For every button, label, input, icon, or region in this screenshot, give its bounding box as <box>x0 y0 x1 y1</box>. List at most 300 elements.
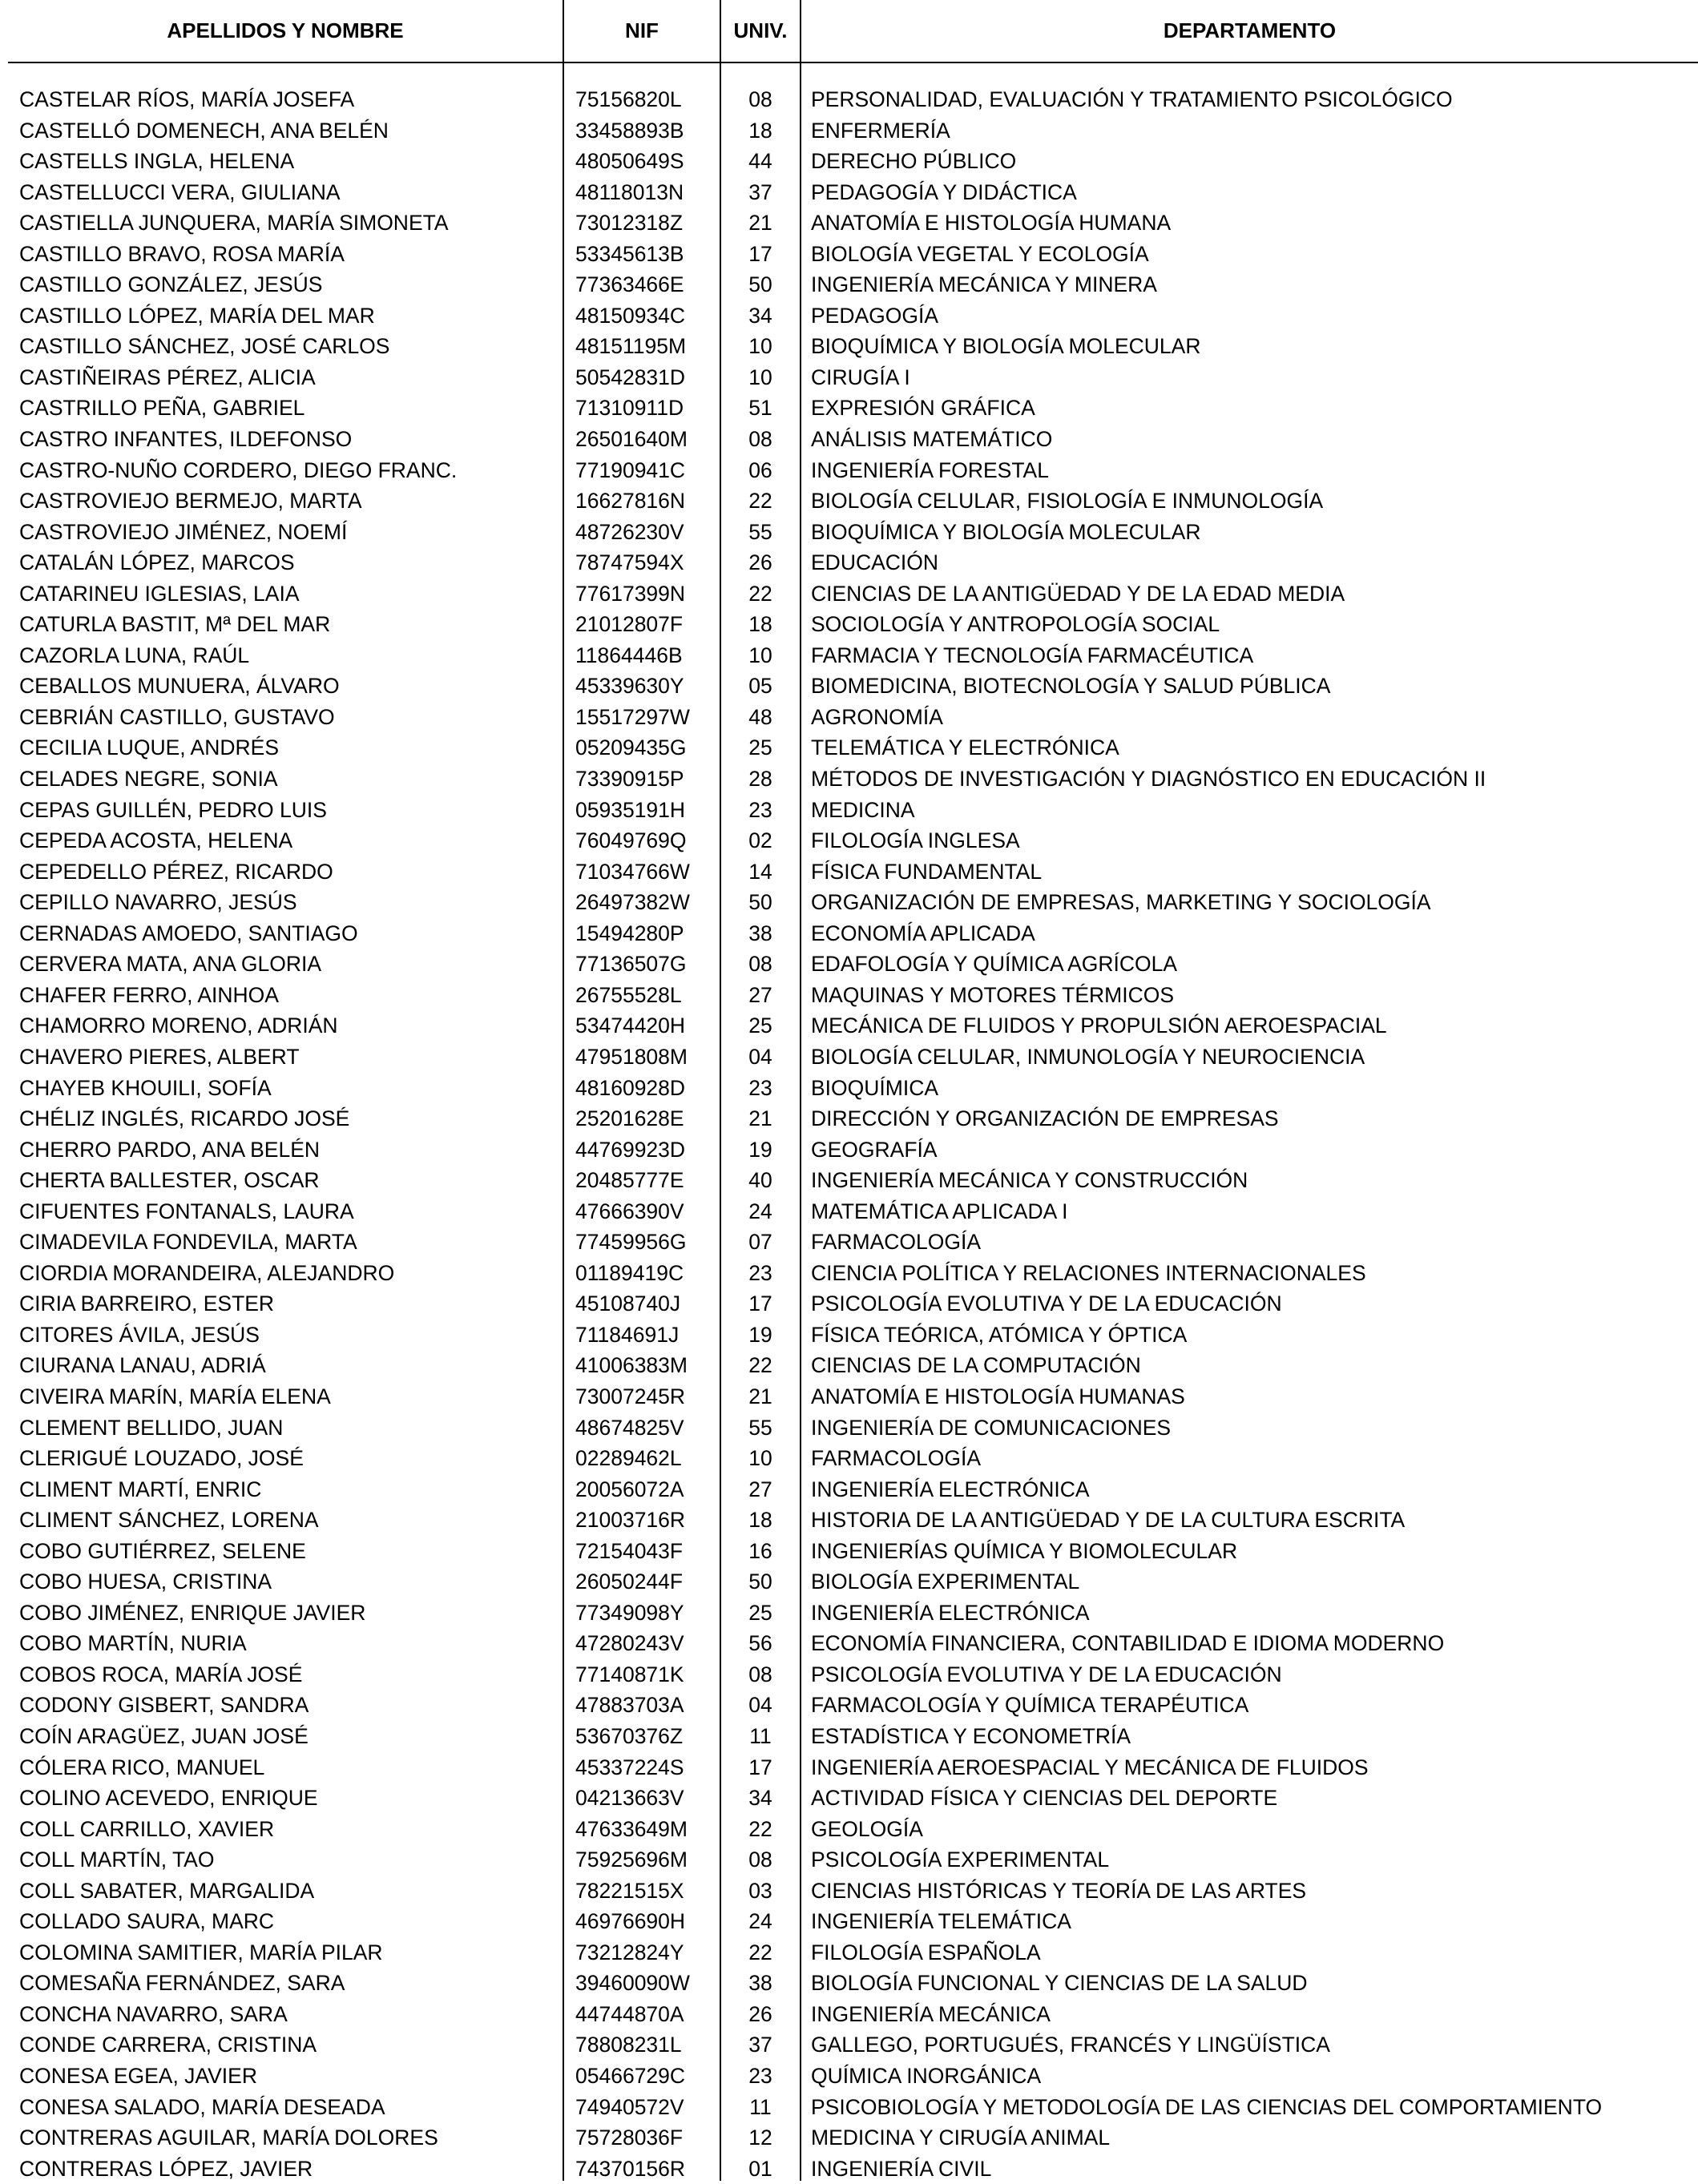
cell-nif: 16627816N <box>575 489 686 514</box>
table-row <box>8 1783 1698 1814</box>
table-row <box>8 1659 1698 1690</box>
cell-department: MATEMÁTICA APLICADA I <box>811 1199 1068 1223</box>
table-row <box>8 1381 1698 1412</box>
cell-nif: 45339630Y <box>575 674 684 699</box>
table-row <box>8 1876 1698 1907</box>
cell-univ: 22 <box>748 1816 772 1841</box>
cell-univ: 37 <box>748 2033 772 2057</box>
cell-name: CASTELAR RÍOS, MARÍA JOSEFA <box>19 87 355 111</box>
table-header <box>8 0 1698 62</box>
cell-nif: 48118013N <box>575 179 684 204</box>
cell-nif: 26497382W <box>575 890 690 915</box>
cell-department: PSICOLOGÍA EVOLUTIVA Y DE LA EDUCACIÓN <box>811 1291 1282 1316</box>
cell-department: GEOLOGÍA <box>811 1816 923 1841</box>
cell-nif: 53345613B <box>575 241 684 266</box>
cell-univ: 16 <box>748 1538 772 1563</box>
cell-name: CLIMENT SÁNCHEZ, LORENA <box>19 1508 319 1533</box>
cell-department: PEDAGOGÍA Y DIDÁCTICA <box>811 179 1077 204</box>
cell-nif: 47951808M <box>575 1044 688 1069</box>
table-row <box>8 239 1698 270</box>
cell-name: CELADES NEGRE, SONIA <box>19 767 278 792</box>
cell-nif: 47633649M <box>575 1816 688 1841</box>
cell-department: ECONOMÍA FINANCIERA, CONTABILIDAD E IDIOMA MODERNO <box>811 1631 1445 1656</box>
cell-nif: 41006383M <box>575 1353 688 1378</box>
table-row <box>8 517 1698 548</box>
cell-name: CASTIELLA JUNQUERA, MARÍA SIMONETA <box>19 211 449 236</box>
cell-univ: 03 <box>748 1878 772 1903</box>
cell-name: CASTRILLO PEÑA, GABRIEL <box>19 396 305 421</box>
cell-department: PSICOLOGÍA EVOLUTIVA Y DE LA EDUCACIÓN <box>811 1662 1282 1686</box>
cell-univ: 25 <box>748 1013 772 1038</box>
cell-department: INGENIERÍA AEROESPACIAL Y MECÁNICA DE FLUIDOS <box>811 1755 1369 1779</box>
cell-univ: 22 <box>748 489 772 514</box>
table-row <box>8 331 1698 362</box>
cell-department: INGENIERÍA FORESTAL <box>811 457 1049 482</box>
cell-univ: 26 <box>748 550 772 575</box>
table-row <box>8 1505 1698 1536</box>
cell-department: FARMACOLOGÍA Y QUÍMICA TERAPÉUTICA <box>811 1693 1249 1718</box>
cell-department: BIOQUÍMICA <box>811 1075 939 1100</box>
cell-department: CIENCIA POLÍTICA Y RELACIONES INTERNACIONALES <box>811 1260 1366 1285</box>
cell-name: CHAMORRO MORENO, ADRIÁN <box>19 1013 338 1038</box>
cell-department: BIOLOGÍA VEGETAL Y ECOLOGÍA <box>811 241 1149 266</box>
cell-name: COLOMINA SAMITIER, MARÍA PILAR <box>19 1940 383 1964</box>
table-row <box>8 269 1698 300</box>
cell-department: PSICOBIOLOGÍA Y METODOLOGÍA DE LAS CIENCIAS DEL COMPORTAMIENTO <box>811 2094 1603 2119</box>
header-univ: UNIV. <box>733 18 788 42</box>
cell-name: COBO GUTIÉRREZ, SELENE <box>19 1538 306 1563</box>
cell-nif: 20056072A <box>575 1477 684 1501</box>
table-row <box>8 578 1698 610</box>
cell-univ: 12 <box>748 2126 772 2150</box>
cell-department: MEDICINA Y CIRUGÍA ANIMAL <box>811 2126 1111 2150</box>
cell-department: EDAFOLOGÍA Y QUÍMICA AGRÍCOLA <box>811 952 1178 977</box>
cell-department: BIOQUÍMICA Y BIOLOGÍA MOLECULAR <box>811 519 1201 544</box>
cell-name: CEBALLOS MUNUERA, ÁLVARO <box>19 674 340 699</box>
cell-nif: 73012318Z <box>575 211 684 236</box>
cell-name: COBO MARTÍN, NURIA <box>19 1631 247 1656</box>
cell-nif: 05935191H <box>575 797 686 822</box>
cell-name: CEPILLO NAVARRO, JESÚS <box>19 890 297 915</box>
cell-nif: 15494280P <box>575 921 684 945</box>
cell-department: FÍSICA TEÓRICA, ATÓMICA Y ÓPTICA <box>811 1322 1188 1347</box>
cell-department: FARMACIA Y TECNOLOGÍA FARMACÉUTICA <box>811 643 1254 667</box>
cell-univ: 56 <box>748 1631 772 1656</box>
table-row <box>8 424 1698 455</box>
table-row <box>8 825 1698 856</box>
cell-department: ANATOMÍA E HISTOLOGÍA HUMANAS <box>811 1384 1185 1408</box>
cell-nif: 48160928D <box>575 1075 686 1100</box>
cell-univ: 44 <box>748 149 772 174</box>
header-divider <box>8 62 1698 63</box>
table-row <box>8 1474 1698 1505</box>
cell-univ: 34 <box>748 303 772 328</box>
cell-nif: 47883703A <box>575 1693 684 1718</box>
table-row <box>8 1042 1698 1073</box>
cell-name: COBO HUESA, CRISTINA <box>19 1569 272 1594</box>
table-row <box>8 1103 1698 1134</box>
cell-department: INGENIERÍA MECÁNICA Y CONSTRUCCIÓN <box>811 1168 1248 1193</box>
cell-name: CIFUENTES FONTANALS, LAURA <box>19 1199 354 1223</box>
table-row <box>8 732 1698 764</box>
cell-name: CIORDIA MORANDEIRA, ALEJANDRO <box>19 1260 395 1285</box>
cell-nif: 39460090W <box>575 1971 690 1996</box>
cell-univ: 17 <box>748 1291 772 1316</box>
cell-univ: 19 <box>748 1137 772 1162</box>
cell-name: CEPEDELLO PÉREZ, RICARDO <box>19 859 333 884</box>
cell-univ: 11 <box>749 1723 772 1748</box>
cell-nif: 77363466E <box>575 272 684 297</box>
cell-department: MAQUINAS Y MOTORES TÉRMICOS <box>811 982 1175 1007</box>
cell-name: CASTILLO BRAVO, ROSA MARÍA <box>19 241 345 266</box>
cell-univ: 04 <box>748 1044 772 1069</box>
cell-nif: 78808231L <box>575 2033 682 2057</box>
cell-univ: 08 <box>748 1662 772 1686</box>
cell-name: CEPEDA ACOSTA, HELENA <box>19 828 293 853</box>
cell-univ: 48 <box>748 704 772 729</box>
table-row <box>8 1844 1698 1876</box>
cell-name: CHAVERO PIERES, ALBERT <box>19 1044 300 1069</box>
cell-univ: 26 <box>748 2001 772 2026</box>
cell-name: CASTELLUCCI VERA, GIULIANA <box>19 179 341 204</box>
table-row <box>8 1010 1698 1042</box>
table-row <box>8 1906 1698 1937</box>
cell-nif: 78747594X <box>575 550 684 575</box>
table-row <box>8 1320 1698 1351</box>
cell-univ: 27 <box>748 982 772 1007</box>
table-row <box>8 1196 1698 1227</box>
document-page <box>8 0 1698 2181</box>
cell-univ: 24 <box>748 1909 772 1934</box>
table-row <box>8 671 1698 702</box>
table-row <box>8 1536 1698 1567</box>
cell-department: INGENIERÍA MECÁNICA Y MINERA <box>811 272 1157 297</box>
cell-nif: 05209435G <box>575 735 687 760</box>
cell-univ: 05 <box>748 674 772 699</box>
table-row <box>8 486 1698 517</box>
cell-name: CECILIA LUQUE, ANDRÉS <box>19 735 279 760</box>
cell-department: FARMACOLOGÍA <box>811 1446 982 1471</box>
cell-univ: 25 <box>748 735 772 760</box>
cell-univ: 18 <box>748 118 772 143</box>
cell-univ: 10 <box>748 365 772 389</box>
cell-univ: 25 <box>748 1600 772 1625</box>
cell-univ: 17 <box>748 241 772 266</box>
table-row <box>8 764 1698 795</box>
cell-department: ANATOMÍA E HISTOLOGÍA HUMANA <box>811 211 1172 236</box>
cell-name: CERVERA MATA, ANA GLORIA <box>19 952 322 977</box>
cell-department: BIOQUÍMICA Y BIOLOGÍA MOLECULAR <box>811 334 1201 359</box>
cell-name: COBO JIMÉNEZ, ENRIQUE JAVIER <box>19 1600 366 1625</box>
cell-name: CASTROVIEJO JIMÉNEZ, NOEMÍ <box>19 519 348 544</box>
cell-nif: 48726230V <box>575 519 684 544</box>
table-row <box>8 2154 1698 2184</box>
table-row <box>8 1412 1698 1444</box>
cell-department: INGENIERÍA ELECTRÓNICA <box>811 1477 1090 1501</box>
cell-department: BIOLOGÍA EXPERIMENTAL <box>811 1569 1080 1594</box>
cell-nif: 75925696M <box>575 1848 688 1872</box>
cell-name: CONTRERAS LÓPEZ, JAVIER <box>19 2156 313 2181</box>
cell-name: CIURANA LANAU, ADRIÁ <box>19 1353 266 1378</box>
cell-nif: 45108740J <box>575 1291 681 1316</box>
cell-name: CEBRIÁN CASTILLO, GUSTAVO <box>19 704 335 729</box>
cell-nif: 77140871K <box>575 1662 684 1686</box>
table-row <box>8 455 1698 486</box>
table-body <box>8 84 1698 2184</box>
cell-department: ANÁLISIS MATEMÁTICO <box>811 427 1053 452</box>
cell-department: TELEMÁTICA Y ELECTRÓNICA <box>811 735 1119 760</box>
cell-nif: 48050649S <box>575 149 684 174</box>
cell-name: CLERIGUÉ LOUZADO, JOSÉ <box>19 1446 304 1471</box>
table-row <box>8 1752 1698 1783</box>
cell-nif: 01189419C <box>575 1260 684 1285</box>
cell-nif: 75728036F <box>575 2126 684 2150</box>
cell-univ: 51 <box>748 396 772 421</box>
cell-univ: 55 <box>748 1415 772 1440</box>
cell-nif: 76049769Q <box>575 828 687 853</box>
table-row <box>8 1073 1698 1104</box>
cell-univ: 23 <box>748 1260 772 1285</box>
cell-univ: 55 <box>748 519 772 544</box>
cell-department: FÍSICA FUNDAMENTAL <box>811 859 1043 884</box>
cell-univ: 23 <box>748 1075 772 1100</box>
cell-department: INGENIERÍA CIVIL <box>811 2156 992 2181</box>
cell-univ: 10 <box>748 334 772 359</box>
cell-department: GALLEGO, PORTUGUÉS, FRANCÉS Y LINGÜÍSTICA <box>811 2033 1330 2057</box>
cell-name: CIMADEVILA FONDEVILA, MARTA <box>19 1230 357 1255</box>
cell-name: CAZORLA LUNA, RAÚL <box>19 643 250 667</box>
table-row <box>8 795 1698 826</box>
table-row <box>8 2029 1698 2061</box>
table-row <box>8 300 1698 332</box>
table-row <box>8 1814 1698 1845</box>
cell-nif: 77190941C <box>575 457 686 482</box>
cell-name: CÓLERA RICO, MANUEL <box>19 1755 265 1779</box>
cell-name: CASTELLS INGLA, HELENA <box>19 149 295 174</box>
cell-nif: 46976690H <box>575 1909 686 1934</box>
cell-nif: 72154043F <box>575 1538 684 1563</box>
table-row <box>8 208 1698 239</box>
cell-univ: 37 <box>748 179 772 204</box>
cell-nif: 47666390V <box>575 1199 684 1223</box>
cell-name: COLLADO SAURA, MARC <box>19 1909 275 1934</box>
cell-department: FILOLOGÍA INGLESA <box>811 828 1020 853</box>
cell-nif: 20485777E <box>575 1168 684 1193</box>
cell-nif: 78221515X <box>575 1878 684 1903</box>
cell-nif: 05466729C <box>575 2064 686 2088</box>
cell-name: CONCHA NAVARRO, SARA <box>19 2001 288 2026</box>
table-row <box>8 1566 1698 1598</box>
table-row <box>8 887 1698 918</box>
cell-department: QUÍMICA INORGÁNICA <box>811 2064 1042 2088</box>
cell-univ: 19 <box>748 1322 772 1347</box>
table-row <box>8 1690 1698 1721</box>
cell-univ: 40 <box>748 1168 772 1193</box>
cell-department: PEDAGOGÍA <box>811 303 939 328</box>
table-row <box>8 2092 1698 2123</box>
table-row <box>8 2122 1698 2154</box>
table-row <box>8 1999 1698 2030</box>
cell-name: CIVEIRA MARÍN, MARÍA ELENA <box>19 1384 331 1408</box>
cell-nif: 77349098Y <box>575 1600 684 1625</box>
cell-nif: 75156820L <box>575 87 682 111</box>
cell-univ: 24 <box>748 1199 772 1223</box>
cell-nif: 71184691J <box>575 1322 680 1347</box>
cell-department: ESTADÍSTICA Y ECONOMETRÍA <box>811 1723 1131 1748</box>
cell-department: FILOLOGÍA ESPAÑOLA <box>811 1940 1041 1964</box>
cell-department: INGENIERÍA MECÁNICA <box>811 2001 1051 2026</box>
cell-name: CATARINEU IGLESIAS, LAIA <box>19 581 300 606</box>
cell-univ: 21 <box>748 211 772 236</box>
cell-name: COÍN ARAGÜEZ, JUAN JOSÉ <box>19 1723 309 1748</box>
cell-univ: 02 <box>748 828 772 853</box>
table-row <box>8 918 1698 949</box>
cell-nif: 77617399N <box>575 581 686 606</box>
cell-nif: 26501640M <box>575 427 688 452</box>
cell-name: COLINO ACEVEDO, ENRIQUE <box>19 1786 318 1811</box>
cell-nif: 71310911D <box>575 396 684 421</box>
cell-nif: 48674825V <box>575 1415 684 1440</box>
table-row <box>8 1443 1698 1474</box>
header-nif: NIF <box>625 18 659 42</box>
cell-name: CHERRO PARDO, ANA BELÉN <box>19 1137 321 1162</box>
cell-department: ENFERMERÍA <box>811 118 950 143</box>
cell-name: CERNADAS AMOEDO, SANTIAGO <box>19 921 358 945</box>
cell-nif: 04213663V <box>575 1786 684 1811</box>
table-row <box>8 949 1698 980</box>
cell-name: CHAFER FERRO, AINHOA <box>19 982 279 1007</box>
header-department: DEPARTAMENTO <box>1163 18 1337 42</box>
cell-department: CIRUGÍA I <box>811 365 910 389</box>
cell-univ: 50 <box>748 272 772 297</box>
cell-univ: 22 <box>748 1940 772 1964</box>
cell-univ: 50 <box>748 890 772 915</box>
cell-univ: 04 <box>748 1693 772 1718</box>
cell-name: CASTRO INFANTES, ILDEFONSO <box>19 427 353 452</box>
cell-univ: 10 <box>748 1446 772 1471</box>
cell-nif: 33458893B <box>575 118 684 143</box>
cell-department: SOCIOLOGÍA Y ANTROPOLOGÍA SOCIAL <box>811 612 1220 637</box>
table-row <box>8 1628 1698 1659</box>
cell-nif: 44769923D <box>575 1137 686 1162</box>
table-row <box>8 1165 1698 1196</box>
cell-name: CASTRO-NUÑO CORDERO, DIEGO FRANC. <box>19 457 458 482</box>
cell-nif: 15517297W <box>575 704 690 729</box>
table-row <box>8 1288 1698 1320</box>
table-row <box>8 640 1698 671</box>
cell-department: INGENIERÍA ELECTRÓNICA <box>811 1600 1090 1625</box>
cell-univ: 21 <box>748 1106 772 1131</box>
cell-univ: 08 <box>748 952 772 977</box>
cell-department: CIENCIAS HISTÓRICAS Y TEORÍA DE LAS ARTES <box>811 1878 1307 1903</box>
cell-department: ACTIVIDAD FÍSICA Y CIENCIAS DEL DEPORTE <box>811 1786 1278 1811</box>
cell-department: MECÁNICA DE FLUIDOS Y PROPULSIÓN AEROESPACIAL <box>811 1013 1387 1038</box>
cell-name: CASTILLO LÓPEZ, MARÍA DEL MAR <box>19 303 375 328</box>
table-row <box>8 393 1698 424</box>
cell-univ: 27 <box>748 1477 772 1501</box>
table-row <box>8 115 1698 147</box>
cell-department: BIOLOGÍA CELULAR, INMUNOLOGÍA Y NEUROCIENCIA <box>811 1044 1365 1069</box>
cell-univ: 08 <box>748 1848 772 1872</box>
cell-name: CASTIÑEIRAS PÉREZ, ALICIA <box>19 365 316 389</box>
table-row <box>8 1721 1698 1752</box>
cell-nif: 25201628E <box>575 1106 684 1131</box>
cell-name: CONESA SALADO, MARÍA DESEADA <box>19 2094 385 2119</box>
cell-name: CHERTA BALLESTER, OSCAR <box>19 1168 320 1193</box>
cell-department: ECONOMÍA APLICADA <box>811 921 1035 945</box>
cell-department: MEDICINA <box>811 797 915 822</box>
cell-nif: 74370156R <box>575 2156 686 2181</box>
cell-department: FARMACOLOGÍA <box>811 1230 982 1255</box>
cell-univ: 14 <box>748 859 772 884</box>
table-row <box>8 146 1698 177</box>
cell-name: CITORES ÁVILA, JESÚS <box>19 1322 260 1347</box>
cell-univ: 08 <box>748 87 772 111</box>
cell-name: CONDE CARRERA, CRISTINA <box>19 2033 317 2057</box>
cell-department: DERECHO PÚBLICO <box>811 149 1017 174</box>
cell-department: EDUCACIÓN <box>811 550 939 575</box>
cell-nif: 74940572V <box>575 2094 684 2119</box>
cell-department: BIOMEDICINA, BIOTECNOLOGÍA Y SALUD PÚBLICA <box>811 674 1331 699</box>
table-row <box>8 1134 1698 1166</box>
cell-name: CLEMENT BELLIDO, JUAN <box>19 1415 284 1440</box>
cell-univ: 17 <box>748 1755 772 1779</box>
cell-name: COLL MARTÍN, TAO <box>19 1848 215 1872</box>
cell-univ: 11 <box>749 2094 772 2119</box>
cell-univ: 18 <box>748 1508 772 1533</box>
cell-department: CIENCIAS DE LA COMPUTACIÓN <box>811 1353 1141 1378</box>
cell-nif: 02289462L <box>575 1446 682 1471</box>
cell-department: CIENCIAS DE LA ANTIGÜEDAD Y DE LA EDAD MEDIA <box>811 581 1345 606</box>
cell-nif: 73007245R <box>575 1384 686 1408</box>
table-row <box>8 856 1698 888</box>
cell-univ: 38 <box>748 1971 772 1996</box>
cell-department: HISTORIA DE LA ANTIGÜEDAD Y DE LA CULTURA ESCRITA <box>811 1508 1406 1533</box>
cell-univ: 10 <box>748 643 772 667</box>
cell-name: CASTROVIEJO BERMEJO, MARTA <box>19 489 362 514</box>
cell-name: COLL SABATER, MARGALIDA <box>19 1878 315 1903</box>
table-row <box>8 84 1698 115</box>
cell-department: BIOLOGÍA FUNCIONAL Y CIENCIAS DE LA SALUD <box>811 1971 1308 1996</box>
cell-nif: 73212824Y <box>575 1940 684 1964</box>
table-row <box>8 1350 1698 1381</box>
cell-name: COBOS ROCA, MARÍA JOSÉ <box>19 1662 303 1686</box>
cell-name: CASTILLO GONZÁLEZ, JESÚS <box>19 272 323 297</box>
cell-department: INGENIERÍA TELEMÁTICA <box>811 1909 1071 1934</box>
cell-univ: 22 <box>748 1353 772 1378</box>
cell-nif: 77136507G <box>575 952 687 977</box>
cell-univ: 50 <box>748 1569 772 1594</box>
cell-department: INGENIERÍA DE COMUNICACIONES <box>811 1415 1172 1440</box>
cell-name: CHAYEB KHOUILI, SOFÍA <box>19 1075 272 1100</box>
cell-nif: 48151195M <box>575 334 687 359</box>
table-row <box>8 1968 1698 1999</box>
cell-department: DIRECCIÓN Y ORGANIZACIÓN DE EMPRESAS <box>811 1106 1279 1131</box>
cell-nif: 45337224S <box>575 1755 684 1779</box>
cell-univ: 22 <box>748 581 772 606</box>
cell-name: CATURLA BASTIT, Mª DEL MAR <box>19 612 331 637</box>
cell-univ: 07 <box>748 1230 772 1255</box>
cell-nif: 26050244F <box>575 1569 684 1594</box>
cell-name: CIRIA BARREIRO, ESTER <box>19 1291 275 1316</box>
cell-univ: 18 <box>748 612 772 637</box>
table-row <box>8 1258 1698 1289</box>
cell-name: CEPAS GUILLÉN, PEDRO LUIS <box>19 797 327 822</box>
cell-univ: 06 <box>748 457 772 482</box>
cell-name: CLIMENT MARTÍ, ENRIC <box>19 1477 262 1501</box>
cell-nif: 77459956G <box>575 1230 687 1255</box>
cell-department: INGENIERÍAS QUÍMICA Y BIOMOLECULAR <box>811 1538 1238 1563</box>
